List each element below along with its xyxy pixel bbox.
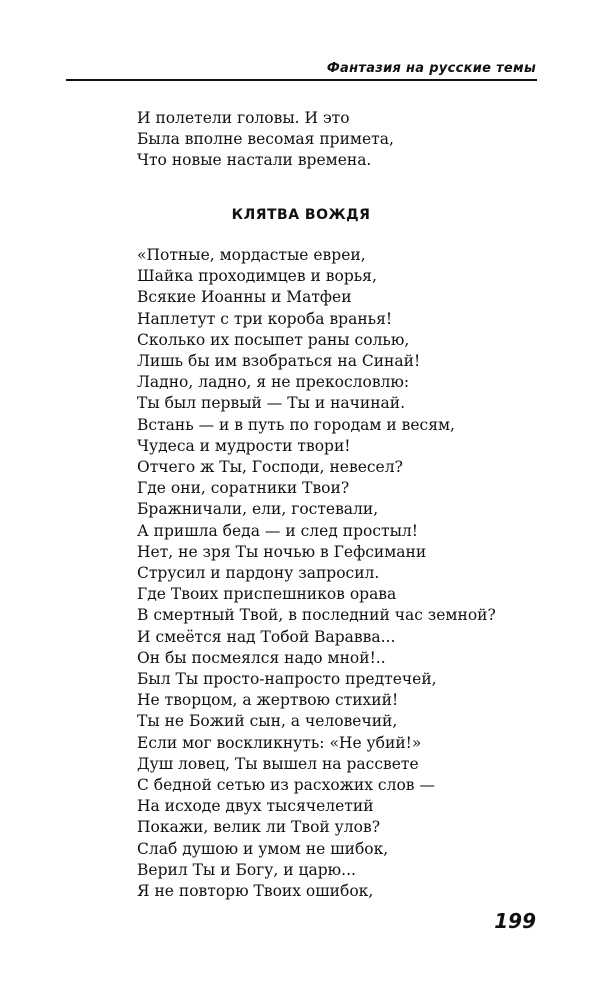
verse-line: Была вполне весомая примета,	[137, 130, 394, 149]
verse-line: И смеётся над Тобой Варавва...	[137, 627, 396, 646]
poem-body	[137, 245, 496, 902]
verse-line: Встань — и в путь по городам и весям,	[137, 415, 455, 434]
verse-line: Что новые настали времена.	[137, 151, 372, 170]
verse-line: А пришла беда — и след простыл!	[137, 521, 418, 540]
header-rule	[66, 79, 537, 81]
verse-line: На исходе двух тысячелетий	[137, 797, 374, 816]
verse-line: Струсил и пардону запросил.	[137, 564, 380, 583]
verse-line: Где они, соратники Твои?	[137, 479, 350, 498]
verse-line: Покажи, велик ли Твой улов?	[137, 818, 381, 837]
verse-line: Ты не Божий сын, а человечий,	[137, 712, 398, 731]
verse-line: С бедной сетью из расхожих слов —	[137, 776, 435, 795]
verse-line: «Потные, мордастые евреи,	[137, 246, 366, 264]
poem-title: КЛЯТВА ВОЖДЯ	[231, 207, 371, 223]
verse-line: Нет, не зря Ты ночью в Гефсимани	[137, 542, 427, 561]
verse-line: Ладно, ладно, я не прекословлю:	[137, 373, 410, 392]
verse-line: В смертный Твой, в последний час земной?	[137, 606, 496, 625]
verse-line: Не творцом, а жертвою стихий!	[137, 691, 399, 710]
verse-line: Если мог воскликнуть: «Не убий!»	[137, 733, 422, 752]
verse-line: Верил Ты и Богу, и царю...	[137, 860, 356, 879]
verse-line: Всякие Иоанны и Матфеи	[137, 288, 352, 307]
running-header: Фантазия на русские темы	[326, 61, 536, 76]
verse-line: Я не повторю Твоих ошибок,	[137, 882, 374, 901]
verse-line: Душ ловец, Ты вышел на рассвете	[137, 754, 419, 773]
verse-line: Наплетут с три короба вранья!	[137, 309, 393, 328]
verse-line: И полетели головы. И это	[137, 109, 350, 127]
verse-line: Сколько их посыпет раны солью,	[137, 330, 410, 349]
verse-line: Где Твоих приспешников орава	[137, 585, 397, 604]
verse-line: Отчего ж Ты, Господи, невесел?	[137, 458, 403, 477]
verse-line: Ты был первый — Ты и начинай.	[137, 394, 406, 413]
intro-stanza	[137, 108, 394, 172]
verse-line: Он бы посмеялся надо мной!..	[137, 648, 386, 667]
verse-line: Шайка проходимцев и ворья,	[137, 267, 377, 286]
verse-line: Лишь бы им взобраться на Синай!	[137, 352, 421, 371]
verse-line: Слаб душою и умом не шибок,	[137, 839, 389, 858]
verse-line: Был Ты просто-напросто предтечей,	[137, 670, 437, 689]
verse-line: Бражничали, ели, гостевали,	[137, 500, 379, 519]
page-number: 199	[494, 909, 536, 933]
verse-line: Чудеса и мудрости твори!	[137, 436, 351, 455]
